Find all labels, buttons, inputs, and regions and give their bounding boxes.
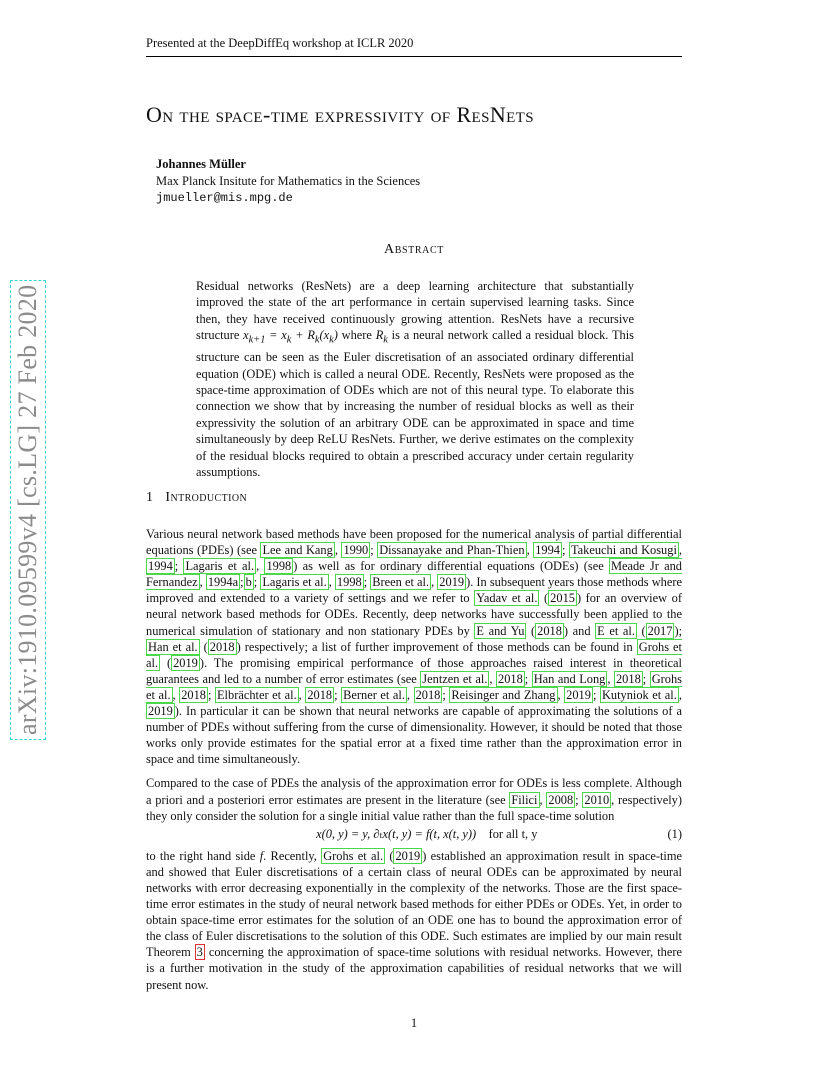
running-header: Presented at the DeepDiffEq workshop at ICLR 2020: [146, 36, 682, 57]
citation-link[interactable]: 1994a: [207, 575, 239, 590]
citation-link[interactable]: 2019: [395, 848, 421, 863]
citation-link[interactable]: 1994: [535, 543, 560, 558]
citation-link[interactable]: 2019: [173, 655, 198, 670]
abstract-text: Residual networks (ResNets) are a deep learning architecture that substantially improved the state of the art performance in certain supervised learning tasks. Since then, they have received continuously growing attention. ResNets have a recursive structure $x_{k+1} = x_k + R_k(x_k)$ where $R_k$ is a neural network called a residual block. This structure can be seen as the Euler discretisation of an associated ordinary differential equation (ODE) which is called a neural ODE. Recently, ResNets were proposed as the space-time approximation of ODEs which are not of this neural type. To elaborate this connection we show that by increasing the number of residual blocks as well as their expressivity the solution of an arbitrary ODE can be approximated in space and time simultaneously by deep ReLU ResNets. Further, we derive estimates on the complexity of the residual blocks required to obtain a prescribed accuracy under certain regularity assumptions.: [196, 279, 634, 479]
citation-link[interactable]: 2018: [615, 671, 641, 686]
citation-link[interactable]: Lagaris et al.: [185, 559, 255, 574]
citation-link[interactable]: Grohs et al.: [146, 639, 682, 670]
citation-link[interactable]: 1998: [336, 575, 362, 590]
citation-link[interactable]: 2018: [498, 671, 523, 686]
equation-1: [146, 826, 682, 842]
citation-link[interactable]: 1998: [266, 559, 292, 574]
citation-link[interactable]: 2019: [566, 687, 591, 702]
abstract-heading: Abstract: [384, 242, 444, 257]
author-block: [156, 156, 420, 207]
citation-link[interactable]: Reisinger and Zhang: [451, 687, 556, 702]
author-name: Johannes Müller: [156, 157, 246, 171]
citation-link[interactable]: 2019: [148, 704, 173, 719]
arxiv-identifier-link[interactable]: arXiv:1910.09599v4 [cs.LG] 27 Feb 2020: [10, 280, 46, 740]
citation-link[interactable]: Han and Long: [533, 671, 606, 686]
citation-link[interactable]: 2015: [550, 591, 575, 606]
citation-link[interactable]: Filici: [511, 792, 538, 807]
equation-body: x(0, y) = y, ∂ₜx(t, y) = f(t, x(t, y)) for all t, y: [316, 826, 538, 841]
citation-link[interactable]: 2010: [584, 792, 610, 807]
citation-link[interactable]: b: [245, 575, 252, 590]
citation-link[interactable]: Lee and Kang: [262, 543, 333, 558]
citation-link[interactable]: Kutyniok et al.: [601, 687, 677, 702]
citation-link[interactable]: 2008: [548, 792, 574, 807]
citation-link[interactable]: 2018: [181, 687, 206, 702]
introduction-body: [146, 526, 682, 1001]
citation-link[interactable]: Lagaris et al.: [262, 575, 327, 590]
paragraph-1: Various neural network based methods have been proposed for the numerical analysis of partial differential equations (PDEs) (see Lee and Kang , 1990 ; Dissanayake and Phan-Thien , 1994 ; Takeuchi and Kosugi , 1994 ; Lagaris et al. , 1998 ) as well as for ordinary differential equations (ODEs) (see Meade Jr and Fernandez , 1994a ; b ; Lagaris et al. , 1998 ; Breen et al. , 2019 ). In subsequent years those methods where improved and extended to a variety of settings and we refer to Yadav et al. ( 2015 ) for an overview of neural network based methods for ODEs. Recently, deep networks have successfully been applied to the numerical simulation of stationary and non stationary PDEs by E and Yu ( 2018 ) and E et al. ( 2017 ); Han et al. ( 2018 ) respectively; a list of further improvement of those methods can be found in Grohs et al. ( 2019 ). The promising empirical performance of those approaches raised interest in theoretical guarantees and led to a number of error estimates (see Jentzen et al. , 2018 ; Han and Long , 2018 ; Grohs et al. , 2018 ; Elbrächter et al. , 2018 ; Berner et al. , 2018 ; Reisinger and Zhang , 2019 ; Kutyniok et al. , 2019 ). In particular it can be shown that neural networks are capable of approximating the solutions of a number of PDEs without suffering from the curse of dimensionality. However, it should be noted that those works only provide estimates for the spatial error at a fixed time rather than the approximation error in space and time simultaneously.: [146, 527, 683, 767]
citation-link[interactable]: 2018: [537, 623, 562, 638]
citation-link[interactable]: Jentzen et al.: [422, 671, 488, 686]
citation-link[interactable]: Takeuchi and Kosugi: [570, 543, 677, 558]
citation-link[interactable]: 2018: [209, 639, 235, 654]
citation-link[interactable]: Berner et al.: [343, 687, 405, 702]
paragraph-3: to the right hand side f. Recently, Grohs et al. ( 2019 ) established an approximation result in space-time and showed that Euler discretisations of a certain class of neural ODEs can be approximated by neural networks with error decreasing exponentially in the complexity of the networks. Those are the first space-time error estimates in the study of neural network based methods for either PDEs or ODEs. Yet, in order to obtain space-time error estimates for the solution of an ODE one has to bound the approximation error of the class of Euler discretisations to the solution of this ODE. Such estimates are implied by our main result Theorem 3 concerning the approximation of space-time solutions with residual networks. However, there is a further motivation in the study of the approximation capabilities of residual networks that we will present now.: [146, 848, 682, 992]
citation-link[interactable]: Elbrächter et al.: [216, 687, 297, 702]
citation-link[interactable]: Yadav et al.: [476, 591, 538, 606]
author-email[interactable]: jmueller@mis.mpg.de: [156, 191, 293, 205]
citation-link[interactable]: 2017: [647, 623, 673, 638]
residual-block-symbol: $R_k$: [375, 328, 388, 346]
equation-number: (1): [667, 826, 682, 841]
citation-link[interactable]: Grohs et al.: [323, 848, 384, 863]
theorem-reference-link[interactable]: 3: [196, 945, 203, 960]
paragraph-2: Compared to the case of PDEs the analysis of the approximation error for ODEs is less complete. Although a priori and a posteriori error estimates are present in the literature (see Filici , 2008 ; 2010 , respectively) they only consider the solution for a single initial value rather than the full space-time solution: [146, 776, 683, 823]
citation-link[interactable]: 1994: [148, 559, 173, 574]
citation-link[interactable]: Grohs et al.: [146, 671, 682, 702]
citation-link[interactable]: E et al.: [597, 623, 635, 638]
recursion-formula: $x_{k+1} = x_k + R_k(x_k)$: [243, 328, 338, 346]
citation-link[interactable]: Meade Jr and Fernandez: [146, 559, 682, 590]
citation-link[interactable]: 2018: [307, 687, 333, 702]
citation-link[interactable]: Breen et al.: [372, 575, 430, 590]
page-number: 1: [410, 1016, 418, 1030]
arxiv-sidebar: [0, 0, 62, 1072]
paper-title: On the space-time expressivity of ResNets: [146, 102, 534, 127]
citation-link[interactable]: 2019: [439, 575, 465, 590]
citation-link[interactable]: Dissanayake and Phan-Thien: [379, 543, 525, 558]
section-heading: 1 Introduction: [146, 490, 248, 505]
author-affiliation: Max Planck Insitute for Mathematics in the Sciences: [156, 174, 421, 188]
citation-link[interactable]: Han et al.: [148, 639, 198, 654]
citation-link[interactable]: 1990: [343, 543, 369, 558]
citation-link[interactable]: 2018: [415, 687, 441, 702]
citation-link[interactable]: E and Yu: [476, 623, 525, 638]
